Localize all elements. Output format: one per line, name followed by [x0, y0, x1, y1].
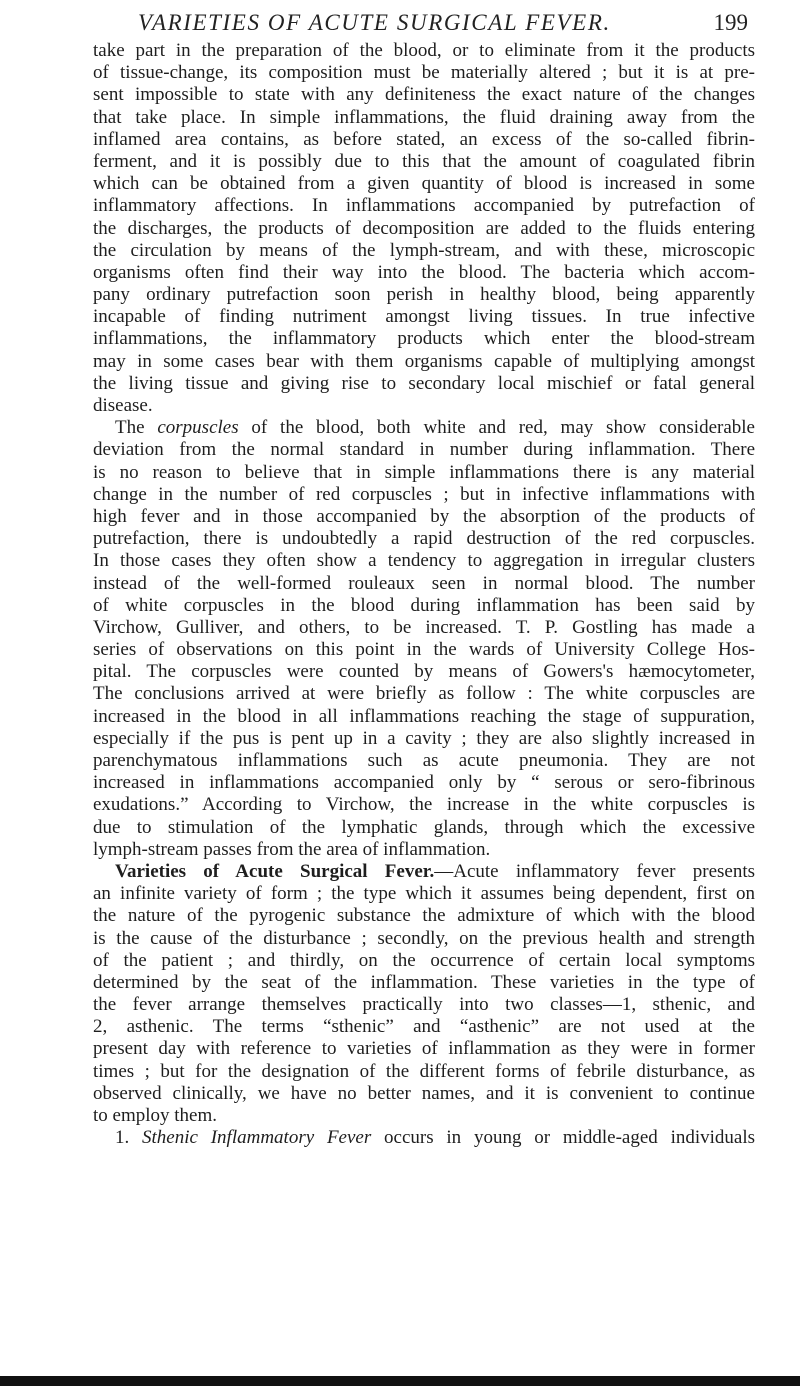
text-line: [93, 528, 755, 550]
line-text: of white corpuscles in the blood during inflammation has been said by: [93, 594, 755, 616]
text-line: [93, 107, 755, 129]
line-text: which can be obtained from a given quantity of blood is increased in some: [93, 173, 755, 195]
line-text: incapable of finding nutriment amongst living tissues. In true infective: [93, 306, 755, 328]
page-number: 199: [713, 10, 748, 35]
line-text: putrefaction, there is undoubtedly a rapid destruction of the red corpuscles.: [93, 528, 755, 550]
line-text: inflamed area contains, as before stated, an excess of the so-called fibrin-: [93, 128, 755, 150]
text-line: [93, 129, 755, 151]
line-text: may in some cases bear with them organisms capable of multiplying amongst: [93, 350, 755, 372]
text-line: [93, 1083, 755, 1105]
line-text: increased in inflammations accompanied only by “ serous or sero-fibrinous: [93, 772, 755, 794]
line-text: the circulation by means of the lymph-stream, and with these, microscopic: [93, 239, 755, 261]
text-line: [93, 195, 755, 217]
text-line: [93, 706, 755, 728]
text-line: [93, 794, 755, 816]
line-text: exudations.” According to Virchow, the increase in the white corpuscles is: [93, 794, 755, 816]
line-text: The conclusions arrived at were briefly as follow : The white corpuscles are: [93, 683, 755, 705]
text-line: [93, 839, 755, 861]
italic-term: corpuscles: [157, 417, 239, 439]
text-line: [93, 351, 755, 373]
line-text: lymph-stream passes from the area of inflammation.: [93, 838, 491, 860]
line-text: the living tissue and giving rise to secondary local mischief or fatal general: [93, 372, 755, 394]
text-line: [93, 1061, 755, 1083]
line-text: the nature of the pyrogenic substance the admixture of which with the blood: [93, 905, 755, 927]
text-line: [93, 550, 755, 572]
line-text: that take place. In simple inflammations, the fluid draining away from the: [93, 106, 755, 128]
line-lead: The: [115, 417, 158, 439]
line-text: ferment, and it is possibly due to this that the amount of coagulated fibrin: [93, 150, 755, 172]
line-text: determined by the seat of the inflammation. These varieties in the type of: [93, 971, 755, 993]
text-line: [93, 573, 755, 595]
text-line: [93, 683, 755, 705]
running-title: VARIETIES OF ACUTE SURGICAL FEVER.: [138, 10, 611, 35]
text-line: [93, 62, 755, 84]
body-text: [93, 40, 755, 1149]
text-line: [93, 972, 755, 994]
line-text: sent impossible to state with any definiteness the exact nature of the changes: [93, 84, 755, 106]
text-line: [93, 950, 755, 972]
running-head: [138, 10, 748, 38]
text-line: [93, 462, 755, 484]
bottom-edge-bar: [0, 1376, 800, 1386]
line-text: deviation from the normal standard in number during inflammation. There: [93, 439, 755, 461]
text-line: [93, 40, 755, 62]
text-line: [93, 306, 755, 328]
text-line: [93, 173, 755, 195]
text-line: [93, 905, 755, 927]
line-text: parenchymatous inflammations such as acute pneumonia. They are not: [93, 750, 755, 771]
text-line: [93, 240, 755, 262]
text-line: [93, 750, 755, 772]
line-text: disease.: [93, 395, 153, 416]
line-text: the fever arrange themselves practically into two classes—1, sthenic, and: [93, 994, 755, 1016]
text-line: [93, 84, 755, 106]
line-text: an infinite variety of form ; the type which it assumes being dependent, first on: [93, 883, 755, 905]
line-text: of the blood, both white and red, may show considerable: [238, 417, 755, 439]
text-line: [93, 506, 755, 528]
text-line: [93, 728, 755, 750]
line-text: especially if the pus is pent up in a cavity ; they are also slightly increased in: [93, 727, 755, 749]
text-line: [93, 1127, 755, 1149]
line-text: In those cases they often show a tendency to aggregation in irregular clusters: [93, 550, 755, 572]
text-line: [93, 395, 755, 417]
text-line: [93, 772, 755, 794]
text-line: [93, 373, 755, 395]
line-text: high fever and in those accompanied by the absorption of the products of: [93, 505, 755, 527]
line-text: due to stimulation of the lymphatic glands, through which the excessive: [93, 816, 755, 838]
text-line: [93, 439, 755, 461]
text-line: [93, 595, 755, 617]
line-text: instead of the well-formed rouleaux seen in normal blood. The number: [93, 572, 755, 594]
line-text: is the cause of the disturbance ; secondly, on the previous health and strength: [93, 927, 755, 949]
line-text: pany ordinary putrefaction soon perish in healthy blood, being apparently: [93, 284, 755, 306]
text-line: [93, 861, 755, 883]
section-heading: Varieties of Acute Surgical Fever.: [115, 860, 435, 882]
text-line: [93, 262, 755, 284]
line-text: series of observations on this point in the wards of University College Hos-: [93, 639, 755, 661]
italic-term: Sthenic Inflammatory Fever: [142, 1127, 372, 1149]
line-text: times ; but for the designation of the different forms of febrile disturbance, as: [93, 1060, 755, 1082]
line-text: Virchow, Gulliver, and others, to be increased. T. P. Gostling has made a: [93, 616, 755, 638]
text-line: [93, 1016, 755, 1038]
text-line: [93, 617, 755, 639]
line-text: the discharges, the products of decomposition are added to the fluids entering: [93, 217, 755, 239]
line-text: to employ them.: [93, 1105, 218, 1126]
line-text: present day with reference to varieties of inflammation as they were in former: [93, 1038, 755, 1060]
text-line: [93, 151, 755, 173]
text-line: [93, 994, 755, 1016]
line-text: is no reason to believe that in simple inflammations there is any material: [93, 461, 755, 483]
line-lead: 1.: [115, 1127, 143, 1149]
line-text: inflammations, the inflammatory products which enter the blood-stream: [93, 328, 755, 350]
line-text: organisms often find their way into the blood. The bacteria which accom-: [93, 261, 755, 283]
text-line: [93, 928, 755, 950]
text-line: [93, 1038, 755, 1060]
text-line: [93, 1105, 755, 1127]
line-text: 2, asthenic. The terms “sthenic” and “asthenic” are not used at the: [93, 1016, 755, 1038]
text-line: [93, 284, 755, 306]
line-text: of tissue-change, its composition must be materially altered ; but it is at pre-: [93, 62, 755, 84]
text-line: [93, 639, 755, 661]
line-text: change in the number of red corpuscles ; but in infective inflammations with: [93, 483, 755, 505]
text-line: [93, 484, 755, 506]
text-line: [93, 328, 755, 350]
text-line: [93, 817, 755, 839]
text-line: [93, 883, 755, 905]
text-line: [93, 417, 755, 439]
line-text: pital. The corpuscles were counted by means of Gowers's hæmocytometer,: [93, 661, 755, 683]
line-text: occurs in young or middle-aged individuals: [371, 1127, 755, 1149]
line-text: take part in the preparation of the blood, or to eliminate from it the products: [93, 40, 755, 61]
text-line: [93, 661, 755, 683]
line-text: observed clinically, we have no better names, and it is convenient to continue: [93, 1082, 755, 1104]
line-text: of the patient ; and thirdly, on the occurrence of certain local symptoms: [93, 949, 755, 971]
line-text: —Acute inflammatory fever presents: [434, 860, 755, 882]
text-line: [93, 218, 755, 240]
line-text: inflammatory affections. In inflammations accompanied by putrefaction of: [93, 195, 755, 217]
line-text: increased in the blood in all inflammations reaching the stage of suppuration,: [93, 705, 755, 727]
